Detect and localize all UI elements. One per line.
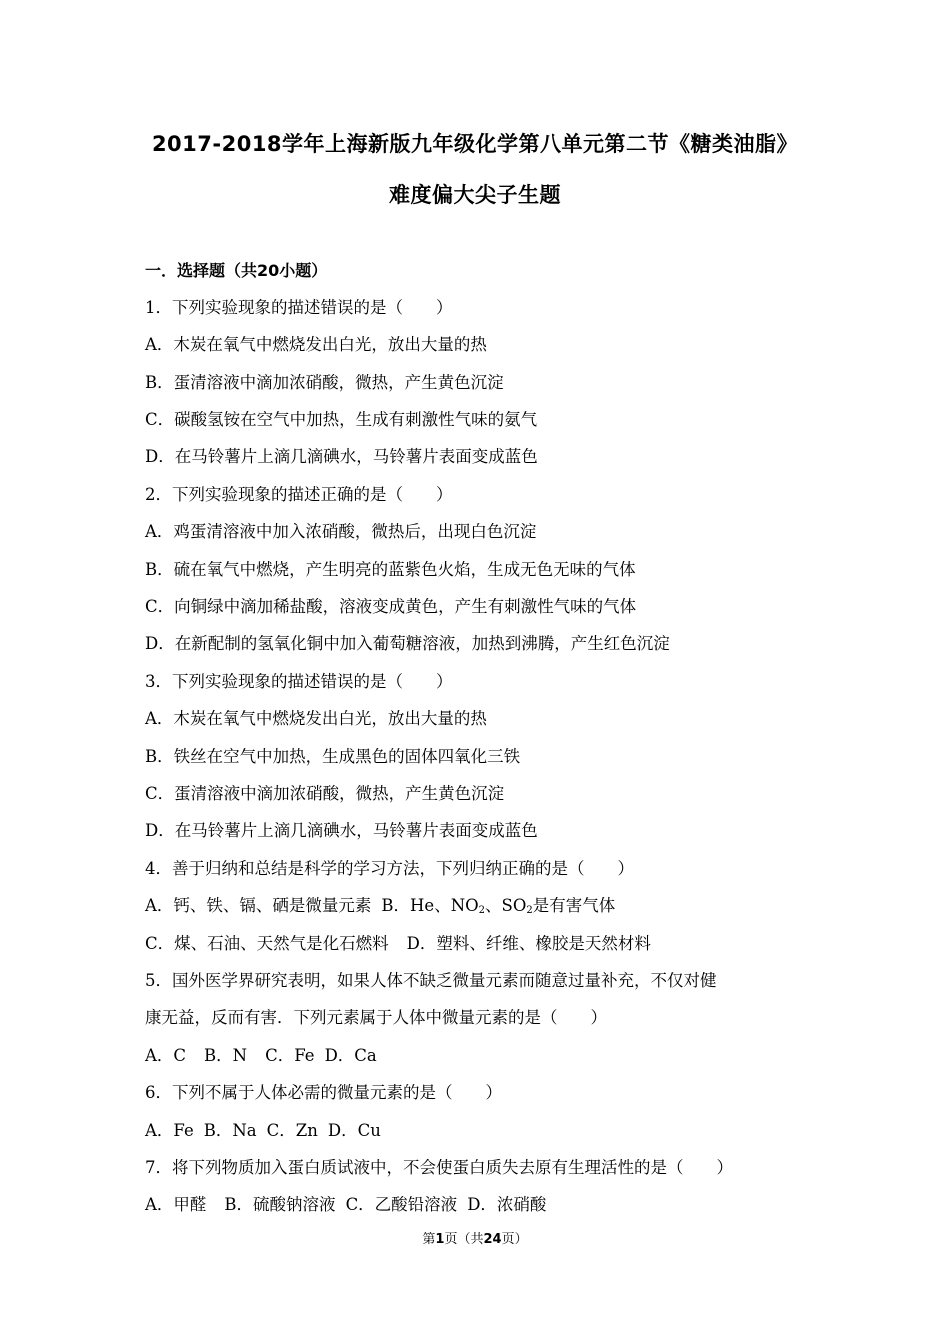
question-4-options-cd xyxy=(145,932,815,956)
question-1-option-a: A．木炭在氧气中燃烧发出白光，放出大量的热 xyxy=(145,335,487,354)
question-6-stem: 6．下列不属于人体必需的微量元素的是（ ） xyxy=(145,1083,502,1102)
question-6-option-b: B．Na xyxy=(203,1121,257,1140)
question-7-stem: 7．将下列物质加入蛋白质试液中，不会使蛋白质失去原有生理活性的是（ ） xyxy=(145,1158,733,1177)
question-5-option-b: B．N xyxy=(204,1046,248,1065)
question-4-option-d: D．塑料、纤维、橡胶是天然材料 xyxy=(406,934,651,953)
question-2-stem: 2．下列实验现象的描述正确的是（ ） xyxy=(145,485,453,504)
question-5-stem-line2: 康无益，反而有害．下列元素属于人体中微量元素的是（ ） xyxy=(145,1008,607,1027)
question-3-stem: 3．下列实验现象的描述错误的是（ ） xyxy=(145,672,453,691)
document-title-line1: 2017-2018学年上海新版九年级化学第八单元第二节《糖类油脂》 xyxy=(151,132,799,156)
question-6-option-d: D．Cu xyxy=(327,1121,381,1140)
page-number: 1 xyxy=(435,1232,445,1247)
question-2-option-d: D．在新配制的氢氧化铜中加入葡萄糖溶液，加热到沸腾，产生红色沉淀 xyxy=(145,634,670,653)
document-title-line2: 难度偏大尖子生题 xyxy=(389,183,561,207)
question-3-option-b: B．铁丝在空气中加热，生成黑色的固体四氧化三铁 xyxy=(145,747,521,766)
question-4-options-ab xyxy=(145,894,815,923)
question-3-option-a: A．木炭在氧气中燃烧发出白光，放出大量的热 xyxy=(145,709,487,728)
question-7-option-b: B．硫酸钠溶液 xyxy=(224,1195,336,1214)
question-5-option-a: A．C xyxy=(145,1046,187,1065)
question-1-option-c: C．碳酸氢铵在空气中加热，生成有刺激性气味的氨气 xyxy=(145,410,538,429)
question-3-option-c: C．蛋清溶液中滴加浓硝酸，微热，产生黄色沉淀 xyxy=(145,784,505,803)
question-4-option-c: C．煤、石油、天然气是化石燃料 xyxy=(145,934,389,953)
question-6-options xyxy=(145,1119,815,1143)
question-2-option-a: A．鸡蛋清溶液中加入浓硝酸，微热后，出现白色沉淀 xyxy=(145,522,537,541)
question-5-option-d: D．Ca xyxy=(324,1046,377,1065)
section-heading: 一．选择题（共20小题） xyxy=(145,261,328,280)
question-4-option-b: B．He、$NO_2$、$SO_2$是有害气体 xyxy=(381,896,616,916)
question-5-option-c: C．Fe xyxy=(265,1046,315,1065)
page-footer: 第1页（共24页） xyxy=(422,1232,528,1247)
question-7-option-a: A．甲醛 xyxy=(145,1195,207,1214)
question-7-option-d: D．浓硝酸 xyxy=(467,1195,547,1214)
page-total: 24 xyxy=(483,1232,502,1247)
question-4-option-a: A．钙、铁、镉、硒是微量元素 xyxy=(145,896,372,915)
question-1-option-b: B．蛋清溶液中滴加浓硝酸，微热，产生黄色沉淀 xyxy=(145,373,504,392)
question-7-options xyxy=(145,1193,815,1217)
question-3-option-d: D．在马铃薯片上滴几滴碘水，马铃薯片表面变成蓝色 xyxy=(145,821,538,840)
question-4-stem: 4．善于归纳和总结是科学的学习方法，下列归纳正确的是（ ） xyxy=(145,859,634,878)
question-1-stem: 1．下列实验现象的描述错误的是（ ） xyxy=(145,298,453,317)
question-5-options xyxy=(145,1044,815,1068)
question-2-option-b: B．硫在氧气中燃烧，产生明亮的蓝紫色火焰，生成无色无味的气体 xyxy=(145,560,636,579)
question-1-option-d: D．在马铃薯片上滴几滴碘水，马铃薯片表面变成蓝色 xyxy=(145,447,538,466)
question-6-option-a: A．Fe xyxy=(145,1121,194,1140)
question-6-option-c: C．Zn xyxy=(266,1121,318,1140)
question-7-option-c: C．乙酸铅溶液 xyxy=(345,1195,458,1214)
question-2-option-c: C．向铜绿中滴加稀盐酸，溶液变成黄色，产生有刺激性气味的气体 xyxy=(145,597,637,616)
question-5-stem-line1: 5．国外医学界研究表明，如果人体不缺乏微量元素而随意过量补充，不仅对健 xyxy=(145,971,717,990)
